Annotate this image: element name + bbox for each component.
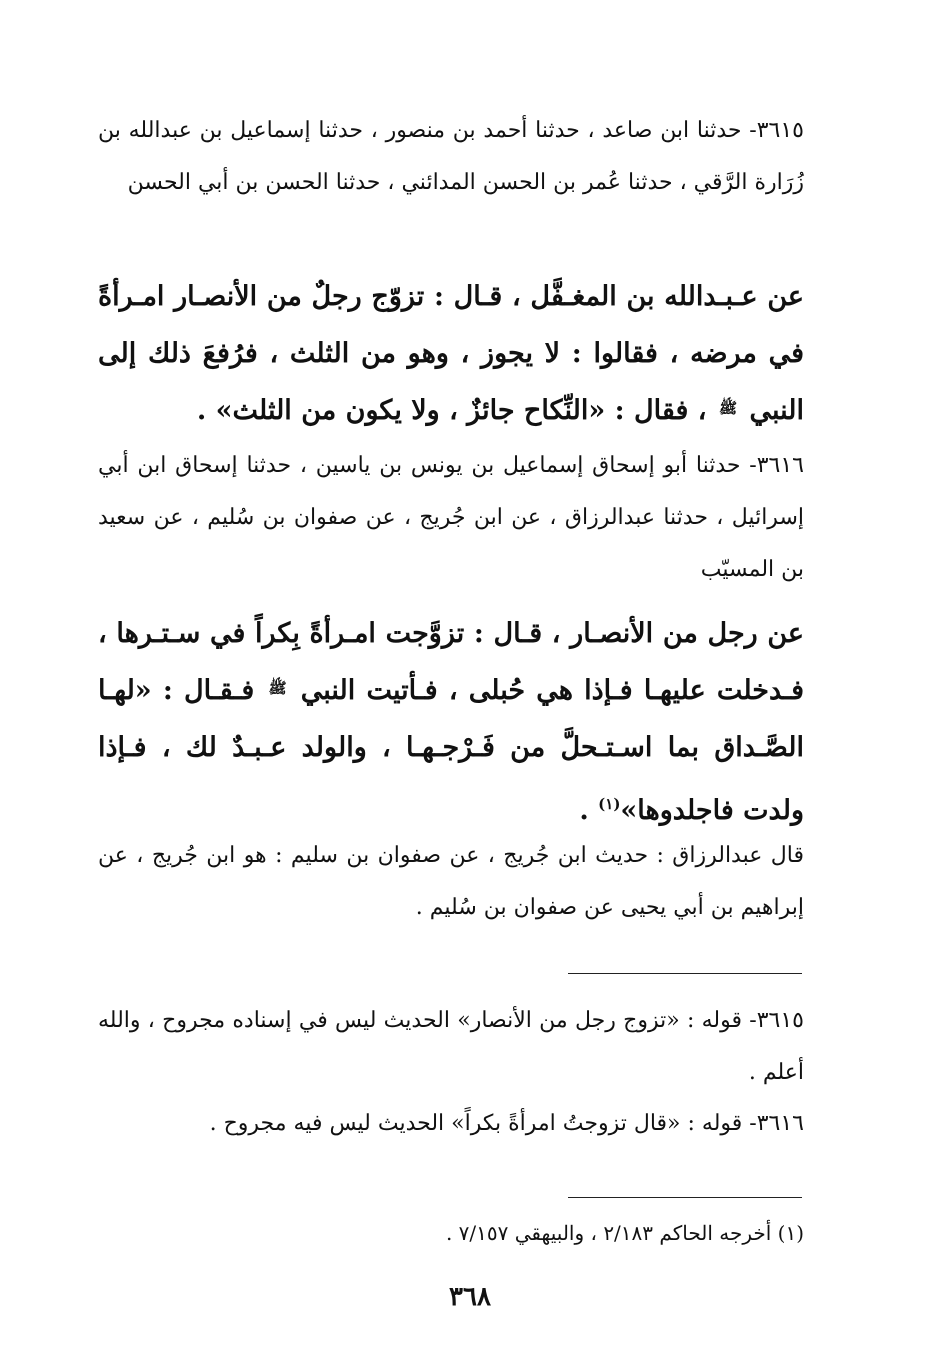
hadith-3616-matn bbox=[98, 605, 804, 839]
commentary-divider bbox=[568, 973, 802, 974]
hadith-3616-matn-text-end: فـقـال : «لهـا الصَّـداق بما اسـتـحلَّ من فَـرْجـهـا ، والولد عـبـدٌ لك ، فـإذا ولدت فاجلدوها» bbox=[98, 675, 804, 826]
footnote-divider bbox=[568, 1197, 802, 1198]
commentary-3615-text: ٣٦١٥- قوله : «تزوج رجل من الأنصار» الحديث ليس في إسناده مجروح ، والله أعلم . bbox=[98, 1008, 804, 1085]
hadith-3616-matn-text: عن رجل من الأنصـار ، قـال : تزوَّجت امـرأةً بِكراً في سـتـرها ، فـدخلت عليهـا فـإذا هي حُبلى ، فـأتيت النبي bbox=[98, 618, 804, 706]
footnote-reference: (١) bbox=[598, 795, 621, 813]
hadith-3615-isnad bbox=[98, 105, 804, 209]
footnote-text: (١) أخرجه الحاكم ٢/١٨٣ ، والبيهقي ٧/١٥٧ . bbox=[445, 1221, 804, 1245]
hadith-3615-matn bbox=[98, 268, 804, 439]
footnote bbox=[98, 1207, 804, 1259]
hadith-3616-isnad bbox=[98, 440, 804, 596]
prophet-salutation-seal: ﷺ bbox=[718, 399, 738, 417]
hadith-3615-isnad-text: ٣٦١٥- حدثنا ابن صاعد ، حدثنا أحمد بن منصور ، حدثنا إسماعيل بن عبدالله بن زُرَارة الرَّقي ، حدثنا عُمر بن الحسن المدائني ، حدثنا الحسن بن أبي الحسن bbox=[98, 118, 804, 195]
hadith-3615-matn-text: عن عـبـدالله بن المغـفَّل ، قـال : تزوّج رجلٌ من الأنصـار امـرأةً في مرضه ، فقالوا : لا يجوز ، وهو من الثلث ، فرُفعَ ذلك إلى النبي bbox=[98, 281, 804, 426]
abdurrazzaq-comment-text: قال عبدالرزاق : حديث ابن جُريج ، عن صفوان بن سليم : هو ابن جُريج ، عن إبراهيم بن أبي يحيى عن صفوان بن سُليم . bbox=[98, 843, 804, 920]
page-number: ٣٦٨ bbox=[449, 1282, 491, 1312]
hadith-3616-isnad-text: ٣٦١٦- حدثنا أبو إسحاق إسماعيل بن يونس بن ياسين ، حدثنا إسحاق ابن أبي إسرائيل ، حدثنا عبدالرزاق ، عن ابن جُريج ، عن صفوان بن سُليم ، عن سعيد بن المسيّب bbox=[98, 453, 804, 582]
hadith-3616-matn-close: . bbox=[579, 795, 599, 826]
abdurrazzaq-comment bbox=[98, 830, 804, 934]
prophet-salutation-seal: ﷺ bbox=[268, 679, 287, 697]
commentary-3616 bbox=[98, 1098, 804, 1150]
commentary-3616-text: ٣٦١٦- قوله : «قال تزوجتُ امرأةً بكراً» الحديث ليس فيه مجروح . bbox=[209, 1111, 804, 1136]
commentary-3615 bbox=[98, 995, 804, 1099]
hadith-3615-matn-text-end: ، فقال : «النِّكاح جائزٌ ، ولا يكون من الثلث» . bbox=[196, 395, 707, 426]
